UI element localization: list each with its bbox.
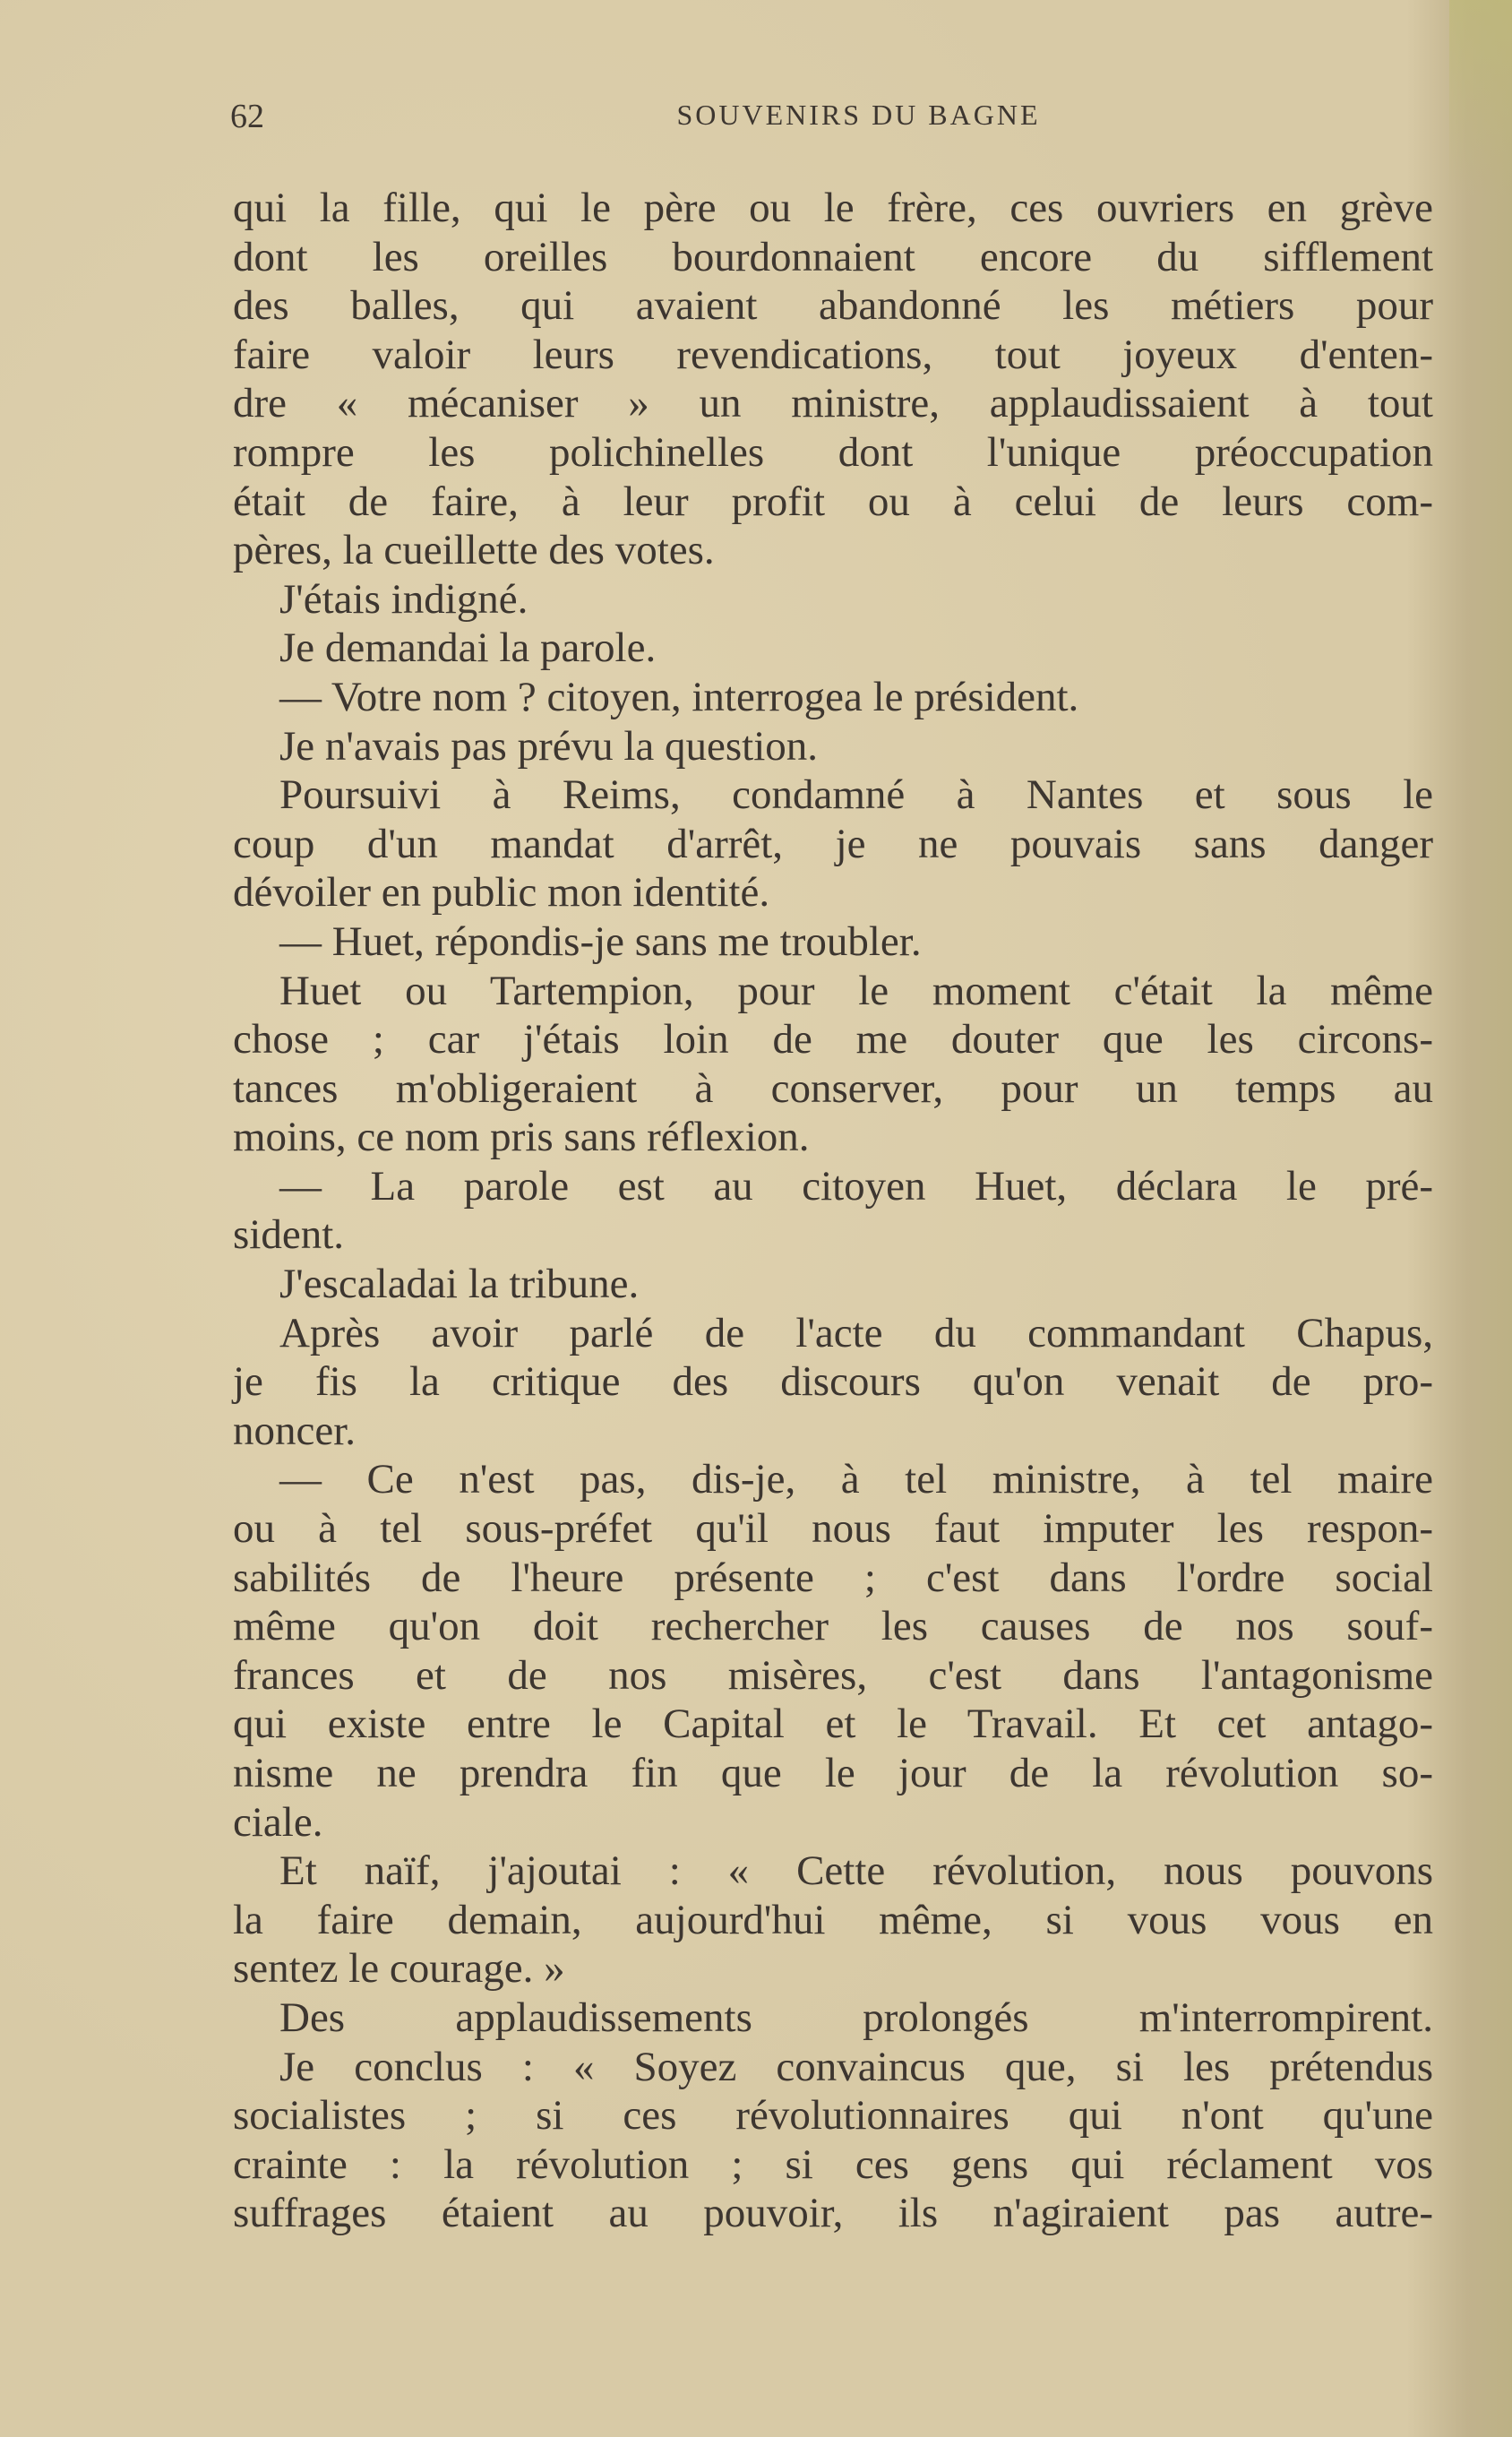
text-line: des balles, qui avaient abandonné les métiers pour <box>233 282 1433 330</box>
text-line: Poursuivi à Reims, condamné à Nantes et sous le <box>279 771 1433 819</box>
text-line: — Huet, répondis-je sans me troubler. <box>279 917 922 965</box>
page-number: 62 <box>230 98 264 135</box>
text-line: J'étais indigné. <box>279 575 528 623</box>
text-line: la faire demain, aujourd'hui même, si vous vous en <box>233 1896 1433 1943</box>
text-line: dévoiler en public mon identité. <box>233 869 770 917</box>
text-line: coup d'un mandat d'arrêt, je ne pouvais sans danger <box>233 820 1433 867</box>
text-line: dre « mécaniser » un ministre, applaudissaient à tout <box>233 380 1433 427</box>
text-line: était de faire, à leur profit ou à celui de leurs com- <box>233 478 1433 525</box>
text-line: qui la fille, qui le père ou le frère, ces ouvriers en grève <box>233 185 1433 231</box>
text-line: Des applaudissements prolongés m'interrompirent. <box>279 1994 1433 2041</box>
text-line: Et naïf, j'ajoutai : « Cette révolution, nous pouvons <box>279 1847 1433 1895</box>
text-line: frances et de nos misères, c'est dans l'antagonisme <box>233 1651 1433 1699</box>
text-line: chose ; car j'étais loin de me douter que les circons- <box>233 1016 1433 1063</box>
text-line: sident. <box>233 1211 345 1259</box>
text-line: sabilités de l'heure présente ; c'est dans l'ordre social <box>233 1554 1433 1601</box>
text-line: ciale. <box>233 1798 323 1846</box>
text-line: sentez le courage. » <box>233 1945 565 1993</box>
text-line: noncer. <box>233 1407 357 1454</box>
text-line: — Ce n'est pas, dis-je, à tel ministre, à tel maire <box>279 1456 1433 1503</box>
text-line: faire valoir leurs revendications, tout joyeux d'enten- <box>233 331 1433 378</box>
text-line: dont les oreilles bourdonnaient encore du sifflement <box>233 233 1433 280</box>
text-line: je fis la critique des discours qu'on venait de pro- <box>233 1358 1433 1406</box>
text-line: ou à tel sous-préfet qu'il nous faut imputer les respon- <box>233 1505 1433 1553</box>
text-line: nisme ne prendra fin que le jour de la révolution so- <box>233 1750 1433 1796</box>
text-line: — Votre nom ? citoyen, interrogea le président. <box>279 673 1079 720</box>
text-line: socialistes ; si ces révolutionnaires qui n'ont qu'une <box>233 2092 1433 2140</box>
text-line: même qu'on doit rechercher les causes de nos souf- <box>233 1603 1433 1650</box>
text-line: Je n'avais pas prévu la question. <box>279 722 819 770</box>
body-text <box>233 184 1433 2238</box>
text-line: Après avoir parlé de l'acte du commandant Chapus, <box>279 1309 1433 1356</box>
text-line: Huet ou Tartempion, pour le moment c'était la même <box>279 967 1433 1014</box>
text-line: Je conclus : « Soyez convaincus que, si les prétendus <box>279 2043 1433 2090</box>
text-line: Je demandai la parole. <box>279 624 657 672</box>
text-line: — La parole est au citoyen Huet, déclara le pré- <box>279 1162 1433 1210</box>
text-line: crainte : la révolution ; si ces gens qui réclament vos <box>233 2140 1433 2188</box>
page-edge-stain <box>1449 0 1512 197</box>
running-header <box>230 97 1433 142</box>
text-line: tances m'obligeraient à conserver, pour un temps au <box>233 1064 1433 1112</box>
text-line: suffrages étaient au pouvoir, ils n'agiraient pas autre- <box>233 2190 1433 2237</box>
text-line: rompre les polichinelles dont l'unique préoccupation <box>233 428 1433 476</box>
text-line: moins, ce nom pris sans réflexion. <box>233 1114 810 1161</box>
text-line: J'escaladai la tribune. <box>279 1261 640 1308</box>
running-title: SOUVENIRS DU BAGNE <box>676 99 1041 131</box>
text-line: qui existe entre le Capital et le Travail. Et cet antago- <box>233 1701 1433 1748</box>
text-line: pères, la cueillette des votes. <box>233 527 715 574</box>
